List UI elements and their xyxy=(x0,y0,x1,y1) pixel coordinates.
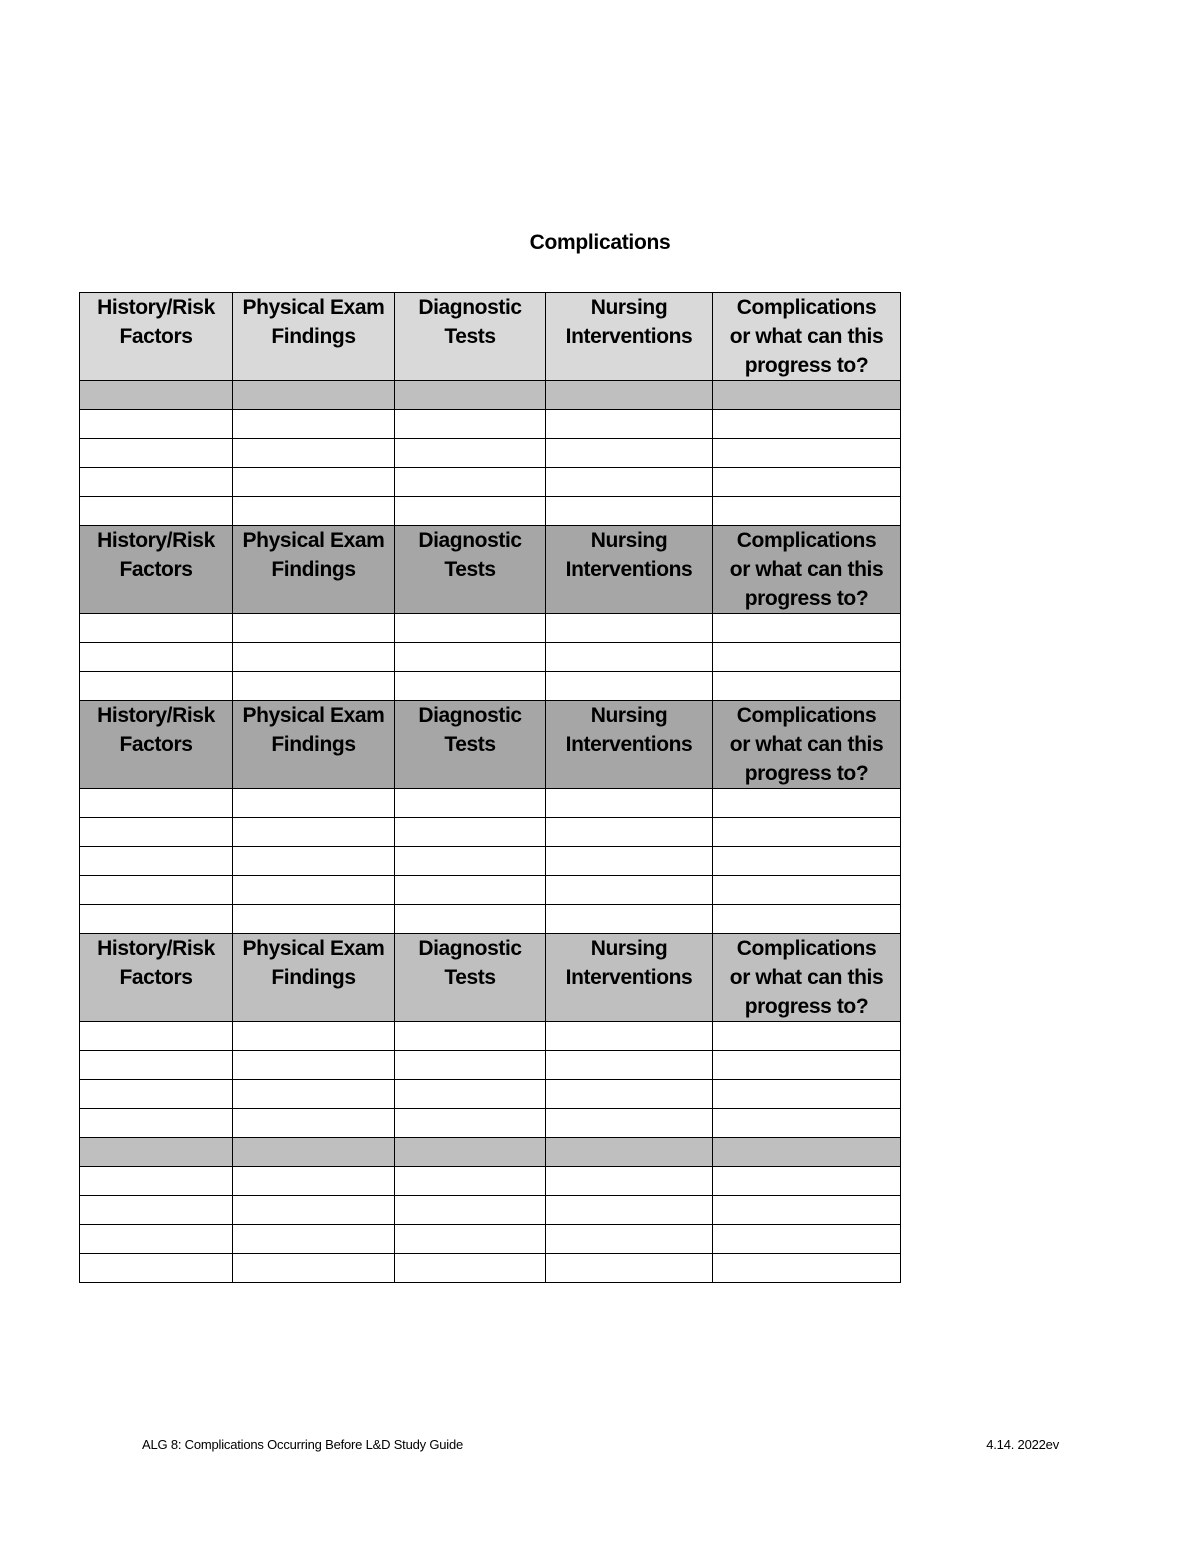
table-row xyxy=(80,672,901,701)
table-row xyxy=(80,614,901,643)
table-row xyxy=(80,497,901,526)
table-cell[interactable] xyxy=(395,847,546,876)
table-cell[interactable] xyxy=(395,1109,546,1138)
page-title: Complications xyxy=(529,231,671,254)
table-cell[interactable] xyxy=(713,381,901,410)
table-cell[interactable] xyxy=(546,1080,713,1109)
column-header xyxy=(395,701,546,789)
table-cell[interactable] xyxy=(395,468,546,497)
table-row xyxy=(80,789,901,818)
column-header-line: Factors xyxy=(119,558,193,581)
column-header-line: Physical Exam xyxy=(242,704,385,727)
table-row xyxy=(80,876,901,905)
table-cell[interactable] xyxy=(546,614,713,643)
column-header-line: History/Risk xyxy=(97,296,215,319)
table-cell[interactable] xyxy=(233,1022,395,1051)
column-header-line: Nursing xyxy=(590,296,668,319)
column-header xyxy=(233,293,395,381)
column-header-line: History/Risk xyxy=(97,704,215,727)
column-header-line: Tests xyxy=(444,558,496,581)
column-header-line: Diagnostic xyxy=(418,529,522,552)
table-cell[interactable] xyxy=(233,1109,395,1138)
table-cell[interactable] xyxy=(80,410,233,439)
table-cell[interactable] xyxy=(233,643,395,672)
column-header xyxy=(80,701,233,789)
column-header xyxy=(713,701,901,789)
column-header-line: Factors xyxy=(119,325,193,348)
column-header-line: or what can this xyxy=(729,325,884,348)
table-cell[interactable] xyxy=(395,439,546,468)
table-cell[interactable] xyxy=(233,468,395,497)
table-cell[interactable] xyxy=(713,1196,901,1225)
table-cell[interactable] xyxy=(395,818,546,847)
column-header-line: Nursing xyxy=(590,704,668,727)
header-row xyxy=(80,701,901,789)
column-header-line: Complications xyxy=(736,937,877,960)
column-header-line: Nursing xyxy=(590,529,668,552)
footer-document-name: ALG 8: Complications Occurring Before L&D Study Guide xyxy=(142,1437,464,1452)
table-cell[interactable] xyxy=(80,643,233,672)
table-cell[interactable] xyxy=(233,410,395,439)
column-header-line: Diagnostic xyxy=(418,937,522,960)
table-cell[interactable] xyxy=(395,643,546,672)
table-cell[interactable] xyxy=(395,1196,546,1225)
table-row xyxy=(80,1254,901,1283)
table-cell[interactable] xyxy=(546,672,713,701)
column-header-line: Complications xyxy=(736,704,877,727)
column-header-line: Tests xyxy=(444,966,496,989)
table-cell[interactable] xyxy=(546,1109,713,1138)
table-cell[interactable] xyxy=(546,381,713,410)
column-header xyxy=(546,293,713,381)
table-cell[interactable] xyxy=(546,1225,713,1254)
table-cell[interactable] xyxy=(233,876,395,905)
table-cell[interactable] xyxy=(713,1254,901,1283)
table-row xyxy=(80,1022,901,1051)
table-cell[interactable] xyxy=(546,847,713,876)
table-cell[interactable] xyxy=(713,439,901,468)
column-header-line: Diagnostic xyxy=(418,704,522,727)
table-cell[interactable] xyxy=(233,905,395,934)
column-header xyxy=(395,934,546,1022)
table-cell[interactable] xyxy=(80,905,233,934)
column-header-line: Tests xyxy=(444,733,496,756)
table-cell[interactable] xyxy=(546,1022,713,1051)
table-cell[interactable] xyxy=(713,497,901,526)
table-cell[interactable] xyxy=(713,876,901,905)
table-cell[interactable] xyxy=(233,1051,395,1080)
column-header-line: Factors xyxy=(119,966,193,989)
column-header-line: Interventions xyxy=(565,558,693,581)
column-header xyxy=(233,701,395,789)
column-header xyxy=(80,934,233,1022)
table-row xyxy=(80,847,901,876)
table-cell[interactable] xyxy=(80,468,233,497)
table-cell[interactable] xyxy=(80,672,233,701)
table-cell[interactable] xyxy=(80,1167,233,1196)
table-cell[interactable] xyxy=(546,410,713,439)
column-header xyxy=(546,526,713,614)
column-header-line: Interventions xyxy=(565,325,693,348)
column-header-line: Diagnostic xyxy=(418,296,522,319)
table-cell[interactable] xyxy=(546,876,713,905)
table-cell[interactable] xyxy=(546,1138,713,1167)
column-header xyxy=(713,526,901,614)
table-cell[interactable] xyxy=(80,818,233,847)
table-cell[interactable] xyxy=(233,1138,395,1167)
table-cell[interactable] xyxy=(546,497,713,526)
shaded-row xyxy=(80,1138,901,1167)
table-cell[interactable] xyxy=(233,847,395,876)
table-cell[interactable] xyxy=(233,439,395,468)
table-cell[interactable] xyxy=(395,1080,546,1109)
table-cell[interactable] xyxy=(233,497,395,526)
table-row xyxy=(80,410,901,439)
table-cell[interactable] xyxy=(395,1138,546,1167)
table-cell[interactable] xyxy=(395,410,546,439)
table-row xyxy=(80,1196,901,1225)
table-row xyxy=(80,1051,901,1080)
table-cell[interactable] xyxy=(80,1196,233,1225)
column-header xyxy=(546,934,713,1022)
column-header xyxy=(233,526,395,614)
table-cell[interactable] xyxy=(395,876,546,905)
table-row xyxy=(80,1109,901,1138)
table-cell[interactable] xyxy=(713,672,901,701)
column-header xyxy=(80,293,233,381)
table-row xyxy=(80,1167,901,1196)
table-cell[interactable] xyxy=(395,1254,546,1283)
column-header xyxy=(713,293,901,381)
table-cell[interactable] xyxy=(233,1080,395,1109)
table-cell[interactable] xyxy=(713,1080,901,1109)
table-cell[interactable] xyxy=(546,439,713,468)
table-cell[interactable] xyxy=(713,1109,901,1138)
table-cell[interactable] xyxy=(713,1138,901,1167)
table-cell[interactable] xyxy=(546,818,713,847)
column-header-line: Complications xyxy=(736,296,877,319)
table-cell[interactable] xyxy=(233,381,395,410)
column-header xyxy=(233,934,395,1022)
table-cell[interactable] xyxy=(395,381,546,410)
table-row xyxy=(80,468,901,497)
table-cell[interactable] xyxy=(395,905,546,934)
table-cell[interactable] xyxy=(713,1022,901,1051)
column-header-line: or what can this xyxy=(729,966,884,989)
column-header-line: Physical Exam xyxy=(242,937,385,960)
column-header-line: Physical Exam xyxy=(242,296,385,319)
table-cell[interactable] xyxy=(395,1167,546,1196)
table-cell[interactable] xyxy=(80,497,233,526)
table-cell[interactable] xyxy=(80,1138,233,1167)
table-cell[interactable] xyxy=(395,789,546,818)
column-header-line: progress to? xyxy=(744,354,869,377)
table-cell[interactable] xyxy=(80,1254,233,1283)
column-header-line: progress to? xyxy=(744,995,869,1018)
table-cell[interactable] xyxy=(713,468,901,497)
table-cell[interactable] xyxy=(233,1225,395,1254)
column-header-line: Findings xyxy=(271,966,356,989)
column-header-line: Interventions xyxy=(565,966,693,989)
table-cell[interactable] xyxy=(395,497,546,526)
table-cell[interactable] xyxy=(713,410,901,439)
table-cell[interactable] xyxy=(713,643,901,672)
table-row xyxy=(80,905,901,934)
table-cell[interactable] xyxy=(80,614,233,643)
column-header xyxy=(546,701,713,789)
table-cell[interactable] xyxy=(80,439,233,468)
table-cell[interactable] xyxy=(546,643,713,672)
table-cell[interactable] xyxy=(546,1254,713,1283)
table-cell[interactable] xyxy=(546,1196,713,1225)
table-cell[interactable] xyxy=(80,1080,233,1109)
column-header-line: Nursing xyxy=(590,937,668,960)
table-cell[interactable] xyxy=(713,1225,901,1254)
table-cell[interactable] xyxy=(713,614,901,643)
table-cell[interactable] xyxy=(395,672,546,701)
table-cell[interactable] xyxy=(395,1225,546,1254)
footer-version: 4.14. 2022ev xyxy=(986,1437,1059,1452)
column-header-line: Physical Exam xyxy=(242,529,385,552)
table-cell[interactable] xyxy=(80,789,233,818)
table-row xyxy=(80,1225,901,1254)
table-cell[interactable] xyxy=(80,876,233,905)
table-cell[interactable] xyxy=(713,1051,901,1080)
complications-table xyxy=(79,292,901,1283)
table-cell[interactable] xyxy=(80,1109,233,1138)
column-header xyxy=(395,293,546,381)
column-header-line: Factors xyxy=(119,733,193,756)
shaded-row xyxy=(80,381,901,410)
table-cell[interactable] xyxy=(395,1051,546,1080)
column-header-line: Interventions xyxy=(565,733,693,756)
table-cell[interactable] xyxy=(713,847,901,876)
table-cell[interactable] xyxy=(233,1254,395,1283)
column-header-line: Findings xyxy=(271,558,356,581)
table-cell[interactable] xyxy=(80,381,233,410)
header-row xyxy=(80,526,901,614)
table-cell[interactable] xyxy=(233,1167,395,1196)
table-cell[interactable] xyxy=(546,1167,713,1196)
table-row xyxy=(80,643,901,672)
table-row xyxy=(80,1080,901,1109)
header-row xyxy=(80,934,901,1022)
header-row xyxy=(80,293,901,381)
column-header-line: or what can this xyxy=(729,733,884,756)
column-header-line: Complications xyxy=(736,529,877,552)
table-cell[interactable] xyxy=(713,1167,901,1196)
table-cell[interactable] xyxy=(713,818,901,847)
table-cell[interactable] xyxy=(395,614,546,643)
column-header xyxy=(713,934,901,1022)
table-cell[interactable] xyxy=(233,614,395,643)
table-cell[interactable] xyxy=(233,818,395,847)
table-cell[interactable] xyxy=(546,905,713,934)
column-header-line: progress to? xyxy=(744,587,869,610)
table-cell[interactable] xyxy=(395,1022,546,1051)
column-header-line: or what can this xyxy=(729,558,884,581)
table-cell[interactable] xyxy=(80,847,233,876)
column-header xyxy=(395,526,546,614)
table-cell[interactable] xyxy=(546,789,713,818)
column-header-line: Findings xyxy=(271,733,356,756)
column-header-line: Tests xyxy=(444,325,496,348)
table-cell[interactable] xyxy=(233,672,395,701)
table-cell[interactable] xyxy=(80,1022,233,1051)
column-header-line: History/Risk xyxy=(97,529,215,552)
table-cell[interactable] xyxy=(713,905,901,934)
table-row xyxy=(80,818,901,847)
table-cell[interactable] xyxy=(80,1225,233,1254)
table-cell[interactable] xyxy=(546,468,713,497)
table-cell[interactable] xyxy=(80,1051,233,1080)
column-header-line: History/Risk xyxy=(97,937,215,960)
table-cell[interactable] xyxy=(713,789,901,818)
table-cell[interactable] xyxy=(233,1196,395,1225)
table-cell[interactable] xyxy=(546,1051,713,1080)
table-row xyxy=(80,439,901,468)
column-header-line: progress to? xyxy=(744,762,869,785)
column-header xyxy=(80,526,233,614)
table-cell[interactable] xyxy=(233,789,395,818)
column-header-line: Findings xyxy=(271,325,356,348)
